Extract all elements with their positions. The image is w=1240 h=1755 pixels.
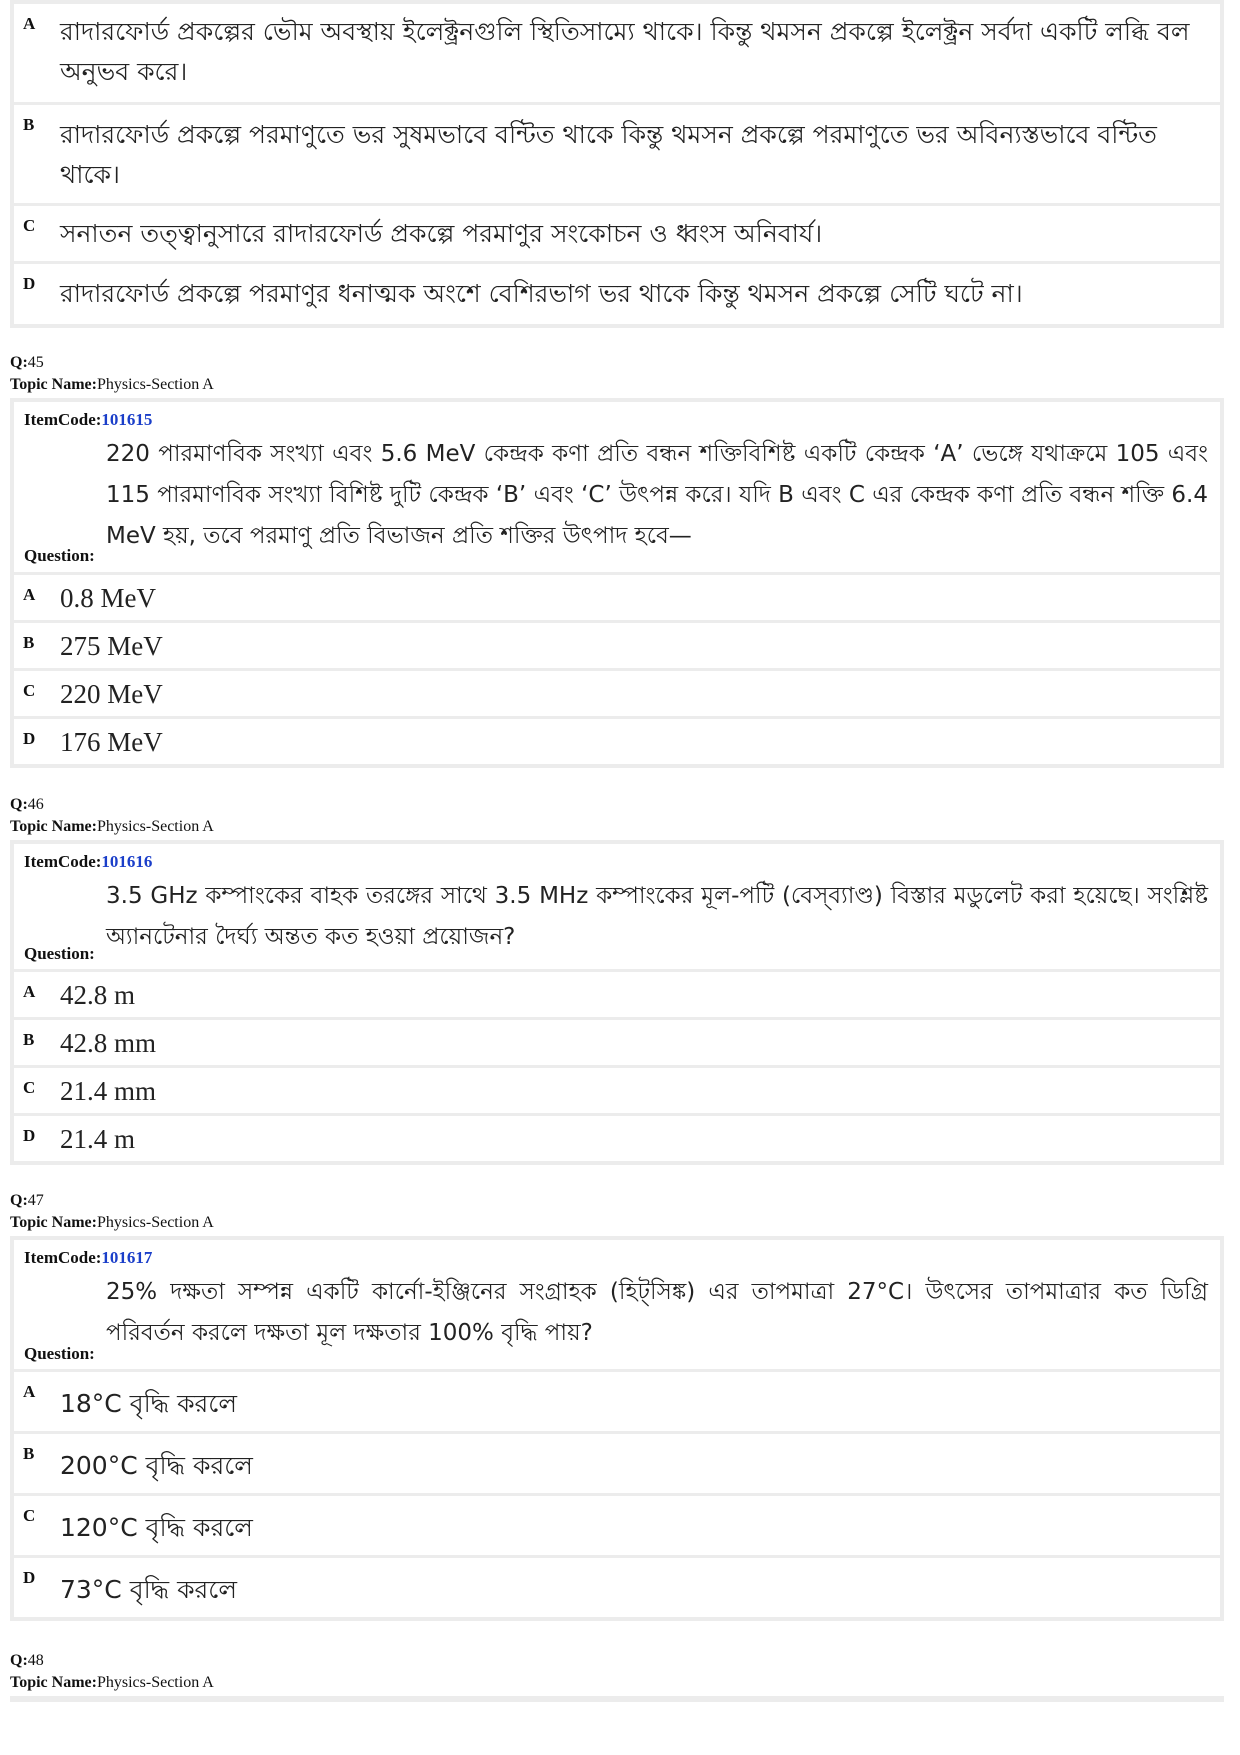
question-label: Question: (24, 1344, 95, 1363)
option-text: রাদারফোর্ড প্রকল্পে পরমাণুতে ভর সুষমভাবে বন্টিত থাকে কিন্তু থমসন প্রকল্পে পরমাণুতে ভর অবিন্যস্তভাবে বন্টিত থাকে। (60, 120, 1157, 189)
option-text: 18°C বৃদ্ধি করলে (60, 1389, 237, 1418)
option-row[interactable] (14, 1068, 1220, 1113)
option-text: 0.8 MeV (60, 583, 156, 613)
option-letter: B (23, 633, 35, 652)
q45-card (10, 398, 1224, 768)
option-row[interactable] (14, 264, 1220, 324)
option-text: রাদারফোর্ড প্রকল্পের ভৌম অবস্থায় ইলেক্ট্রনগুলি স্থিতিসাম্যে থাকে। কিন্তু থমসন প্রকল্পে ইলেক্ট্রন সর্বদা একটি লব্ধি বল অনুভব করে। (60, 17, 1190, 86)
option-letter: D (23, 729, 36, 748)
question-text: 220 পারমাণবিক সংখ্যা এবং 5.6 MeV কেন্দ্রক কণা প্রতি বন্ধন শক্তিবিশিষ্ট একটি কেন্দ্রক ‘A’ ভেঙ্গে যথাক্রমে 105 এবং 115 পারমাণবিক সংখ্যা বিশিষ্ট দুটি কেন্দ্রক ‘B’ এবং ‘C’ উৎপন্ন করে। যদি B এবং C এর কেন্দ্রক কণা প্রতি বন্ধন শক্তি 6.4 MeV হয়, তবে পরমাণু প্রতি বিভাজন প্রতি শক্তির উৎপাদ হবে— (106, 441, 1208, 549)
option-text: 21.4 mm (60, 1076, 157, 1106)
option-letter: C (23, 1078, 36, 1097)
option-row[interactable] (14, 719, 1220, 764)
option-row[interactable] (14, 671, 1220, 716)
option-text: 275 MeV (60, 631, 163, 661)
option-row[interactable] (14, 575, 1220, 620)
topic-name: Topic Name:Physics-Section A (10, 1674, 214, 1691)
option-row[interactable] (14, 1020, 1220, 1065)
option-row[interactable] (14, 1558, 1220, 1617)
option-text: 220 MeV (60, 679, 163, 709)
question-box (14, 844, 1220, 969)
option-letter: B (23, 1030, 35, 1049)
topic-name: Topic Name:Physics-Section A (10, 818, 214, 835)
option-row[interactable] (14, 1496, 1220, 1555)
option-row[interactable] (14, 623, 1220, 668)
option-letter: B (23, 1444, 35, 1463)
option-row[interactable] (14, 1434, 1220, 1493)
option-letter: C (23, 216, 36, 235)
option-letter: D (23, 274, 36, 293)
option-letter: A (23, 1382, 36, 1401)
option-letter: D (23, 1568, 36, 1587)
option-text: 42.8 m (60, 980, 136, 1010)
question-number: Q:46 (10, 796, 44, 813)
option-row[interactable] (14, 1116, 1220, 1161)
option-letter: C (23, 681, 36, 700)
question-text: 25% দক্ষতা সম্পন্ন একটি কার্নো-ইঞ্জিনের সংগ্রাহক (হিট্‌সিঙ্ক) এর তাপমাত্রা 27°C। উৎসের তাপমাত্রার কত ডিগ্রি পরিবর্তন করলে দক্ষতা মূল দক্ষতার 100% বৃদ্ধি পায়? (106, 1279, 1208, 1346)
question-text: 3.5 GHz কম্পাংকের বাহক তরঙ্গের সাথে 3.5 MHz কম্পাংকের মূল-পটি (বেস্‌ব্যাণ্ড) বিস্তার মডুলেট করা হয়েছে। সংশ্লিষ্ট অ্যানটেনার দৈর্ঘ্য অন্তত কত হওয়া প্রয়োজন? (106, 883, 1208, 950)
question-label: Question: (24, 546, 95, 565)
option-letter: A (23, 14, 36, 33)
option-row[interactable] (14, 4, 1220, 102)
option-letter: A (23, 982, 36, 1001)
option-text: 21.4 m (60, 1124, 136, 1154)
option-text: 73°C বৃদ্ধি করলে (60, 1575, 237, 1604)
option-text: 200°C বৃদ্ধি করলে (60, 1451, 253, 1480)
option-row[interactable] (14, 206, 1220, 261)
option-row[interactable] (14, 1372, 1220, 1431)
q47-card (10, 1236, 1224, 1621)
option-text: 42.8 mm (60, 1028, 157, 1058)
item-code: ItemCode:101615 (24, 410, 153, 429)
option-letter: A (23, 585, 36, 604)
question-box (14, 402, 1220, 572)
option-text: 120°C বৃদ্ধি করলে (60, 1513, 253, 1542)
option-letter: C (23, 1506, 36, 1525)
q48-card-edge (10, 1696, 1224, 1702)
q44-options-card (10, 0, 1224, 328)
option-row[interactable] (14, 972, 1220, 1017)
option-letter: B (23, 115, 35, 134)
question-number: Q:45 (10, 354, 44, 371)
question-number: Q:47 (10, 1192, 44, 1209)
option-text: 176 MeV (60, 727, 163, 757)
question-box (14, 1240, 1220, 1369)
question-number: Q:48 (10, 1652, 44, 1669)
topic-name: Topic Name:Physics-Section A (10, 376, 214, 393)
topic-name: Topic Name:Physics-Section A (10, 1214, 214, 1231)
option-text: সনাতন তত্ত্বানুসারে রাদারফোর্ড প্রকল্পে পরমাণুর সংকোচন ও ধ্বংস অনিবার্য। (60, 219, 823, 248)
option-text: রাদারফোর্ড প্রকল্পে পরমাণুর ধনাত্মক অংশে বেশিরভাগ ভর থাকে কিন্তু থমসন প্রকল্পে সেটি ঘটে না। (60, 279, 1023, 308)
q46-card (10, 840, 1224, 1165)
option-letter: D (23, 1126, 36, 1145)
question-label: Question: (24, 944, 95, 963)
item-code: ItemCode:101616 (24, 852, 153, 871)
item-code: ItemCode:101617 (24, 1248, 153, 1267)
option-row[interactable] (14, 105, 1220, 203)
